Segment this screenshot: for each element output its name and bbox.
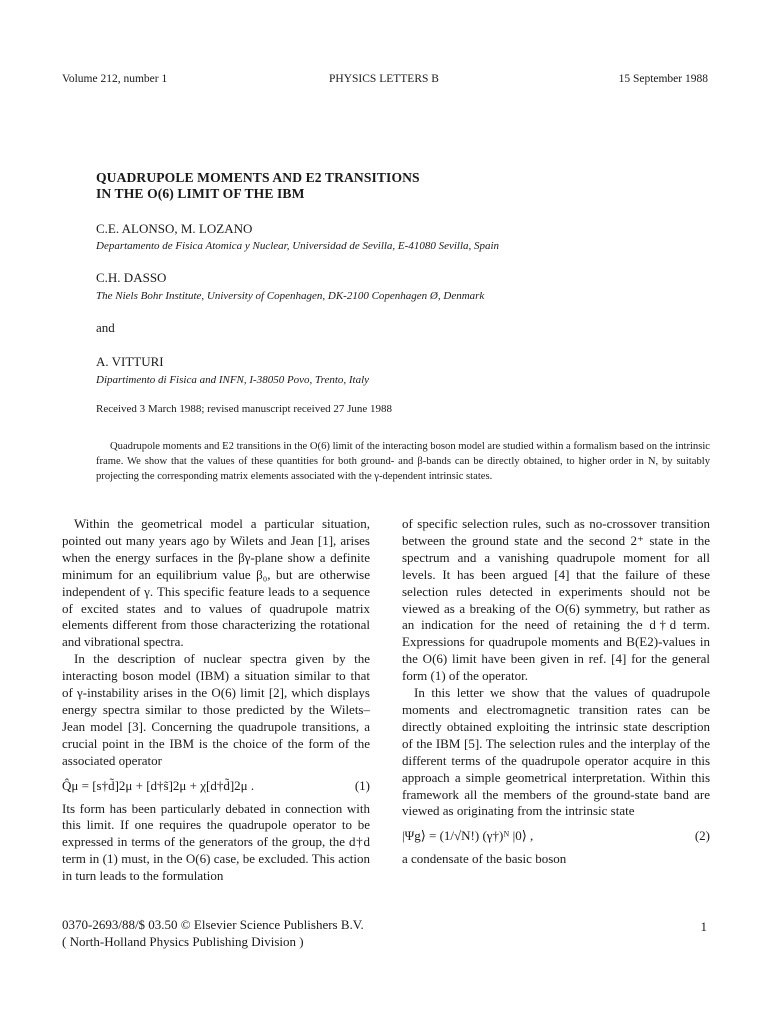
author-names: A. VITTURI <box>96 354 164 369</box>
author-affiliation: Dipartimento di Fisica and INFN, I-38050 Povo, Trento, Italy <box>96 374 370 386</box>
publication-date: 15 September 1988 <box>618 73 708 85</box>
body-paragraph: In the description of nuclear spectra given by the interacting boson model (IBM) a situation similar to that of γ-instability arises in the O(6) limit [2], which displays energy spectra similar to those predicted by the Wilets–Jean model [3]. Concerning the quadrupole transitions, a crucial point in the IBM is the choice of the form of the associated operator <box>62 651 370 768</box>
body-paragraph: Its form has been particularly debated in connection with this limit. If one requires the quadrupole operator to be expressed in terms of the generators of the group, the d†d term in (1) must, in the O(6) case, be excluded. This action in turn leads to the formulation <box>62 800 370 884</box>
equation-number: (1) <box>354 777 370 793</box>
and-separator: and <box>96 320 115 335</box>
copyright-footer <box>62 917 364 950</box>
page-number: 1 <box>700 919 707 934</box>
body-paragraph: In this letter we show that the values of quadrupole moments and electromagnetic transition rates can be directly obtained exploiting the intrinsic state description of the IBM [5]. The selection rules and the interplay of the different terms of the quadrupole operator acquire in this approach a simple geometrical interpretation. Within this framework all the members of the ground-state band are viewed as originating from the intrinsic state <box>402 685 710 819</box>
author-names: C.H. DASSO <box>96 270 167 285</box>
author-names: C.E. ALONSO, M. LOZANO <box>96 221 253 236</box>
equation-number: (2) <box>694 828 710 844</box>
body-paragraph: Within the geometrical model a particular situation, pointed out many years ago by Wilets and Jean [1], arises when the energy surfaces in the βγ-plane show a definite minimum for an equilibrium value β₀, but are otherwise independent of γ. This specific feature leads to a sequence of excited states and to values of quadrupole matrix elements different from those characterizing the rotational and vibrational spectra. <box>62 516 370 650</box>
title-line: QUADRUPOLE MOMENTS AND E2 TRANSITIONS <box>96 170 420 185</box>
footer-line: 0370-2693/88/$ 03.50 © Elsevier Science Publishers B.V. <box>62 917 364 932</box>
paper-title <box>96 170 420 202</box>
footer-line: ( North-Holland Physics Publishing Division ) <box>62 933 304 949</box>
title-line: IN THE O(6) LIMIT OF THE IBM <box>96 186 305 201</box>
body-column-right <box>402 516 710 868</box>
body-paragraph: a condensate of the basic boson <box>402 851 567 867</box>
journal-name: PHYSICS LETTERS B <box>329 73 439 85</box>
received-dates: Received 3 March 1988; revised manuscript received 27 June 1988 <box>96 403 392 415</box>
equation-expression: Q̂μ = [s†d̃]2μ + [d†s̃]2μ + χ[d†d̃]2μ . <box>62 777 255 793</box>
equation-expression: |Ψg⟩ = (1/√N!) (γ†)ᴺ |0⟩ , <box>402 828 534 844</box>
author-affiliation: The Niels Bohr Institute, University of Copenhagen, DK-2100 Copenhagen Ø, Denmark <box>96 290 485 302</box>
equation-2 <box>402 828 710 845</box>
volume-number: Volume 212, number 1 <box>62 73 168 85</box>
equation-1 <box>62 778 370 795</box>
body-paragraph: of specific selection rules, such as no-crossover transition between the ground state and the second 2⁺ state in the spectrum and a vanishing quadrupole moment for all levels. It has been argued [4] that the failure of these selection rules detected in experiments should not be viewed as a breaking of the O(6) symmetry, but rather as an indication for the need of retaining the d†d term. Expressions for quadrupole moments and B(E2)-values in the O(6) limit have been given in ref. [4] for the general form (1) of the operator. <box>402 516 710 684</box>
abstract: Quadrupole moments and E2 transitions in the O(6) limit of the interacting boson model are studied within a formalism based on the intrinsic frame. We show that the values of these quantities for both ground- and β-bands can be directly obtained, to higher order in N, by suitably projecting the corresponding matrix elements associated with the γ-dependent intrinsic states. <box>96 441 710 482</box>
author-affiliation: Departamento de Fisica Atomica y Nuclear, Universidad de Sevilla, E-41080 Sevilla, Spain <box>96 240 500 252</box>
body-column-left <box>62 516 370 885</box>
